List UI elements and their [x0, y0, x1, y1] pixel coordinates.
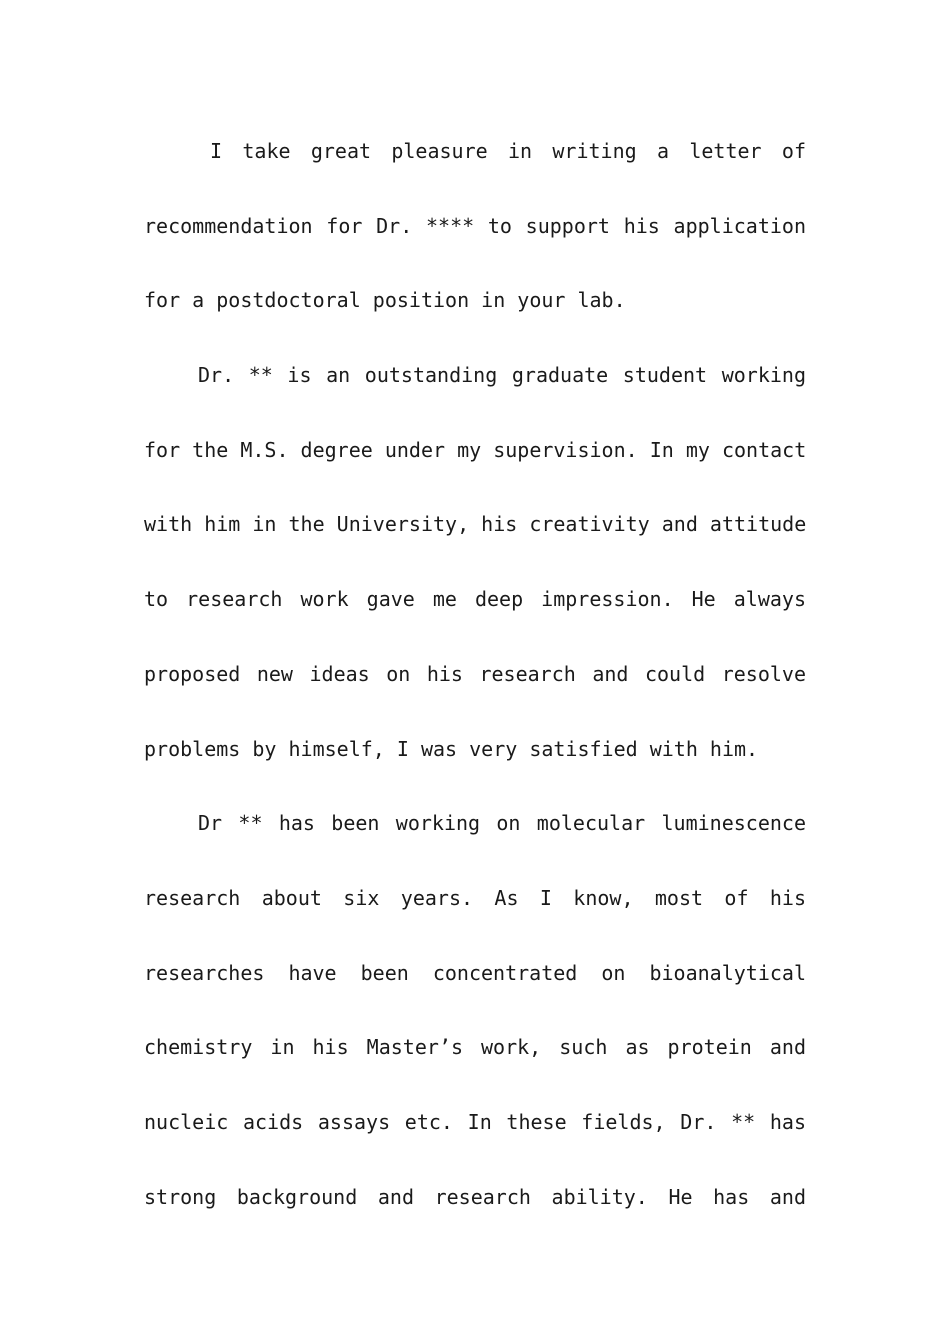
- letter-line: chemistry in his Master’s work, such as protein and: [144, 1035, 806, 1060]
- letter-line: Dr ** has been working on molecular luminescence: [198, 811, 806, 836]
- letter-line: recommendation for Dr. **** to support his application: [144, 213, 806, 238]
- letter-line: proposed new ideas on his research and could resolve: [144, 661, 806, 686]
- letter-line: problems by himself, I was very satisfied with him.: [144, 736, 759, 761]
- letter-body: [144, 114, 806, 1234]
- letter-line: to research work gave me deep impression. He always: [144, 587, 806, 612]
- letter-line: with him in the University, his creativity and attitude: [144, 512, 807, 537]
- letter-line: for a postdoctoral position in your lab.: [144, 288, 626, 313]
- letter-line: I take great pleasure in writing a letter of: [210, 139, 806, 163]
- letter-line: for the M.S. degree under my supervision. In my contact: [144, 437, 807, 462]
- letter-line: researches have been concentrated on bioanalytical: [144, 960, 806, 985]
- letter-line: Dr. ** is an outstanding graduate student working: [198, 363, 806, 388]
- letter-line: strong background and research ability. He has and: [144, 1184, 806, 1209]
- letter-line: nucleic acids assays etc. In these fields, Dr. ** has: [144, 1109, 806, 1134]
- letter-line: research about six years. As I know, most of his: [144, 885, 806, 910]
